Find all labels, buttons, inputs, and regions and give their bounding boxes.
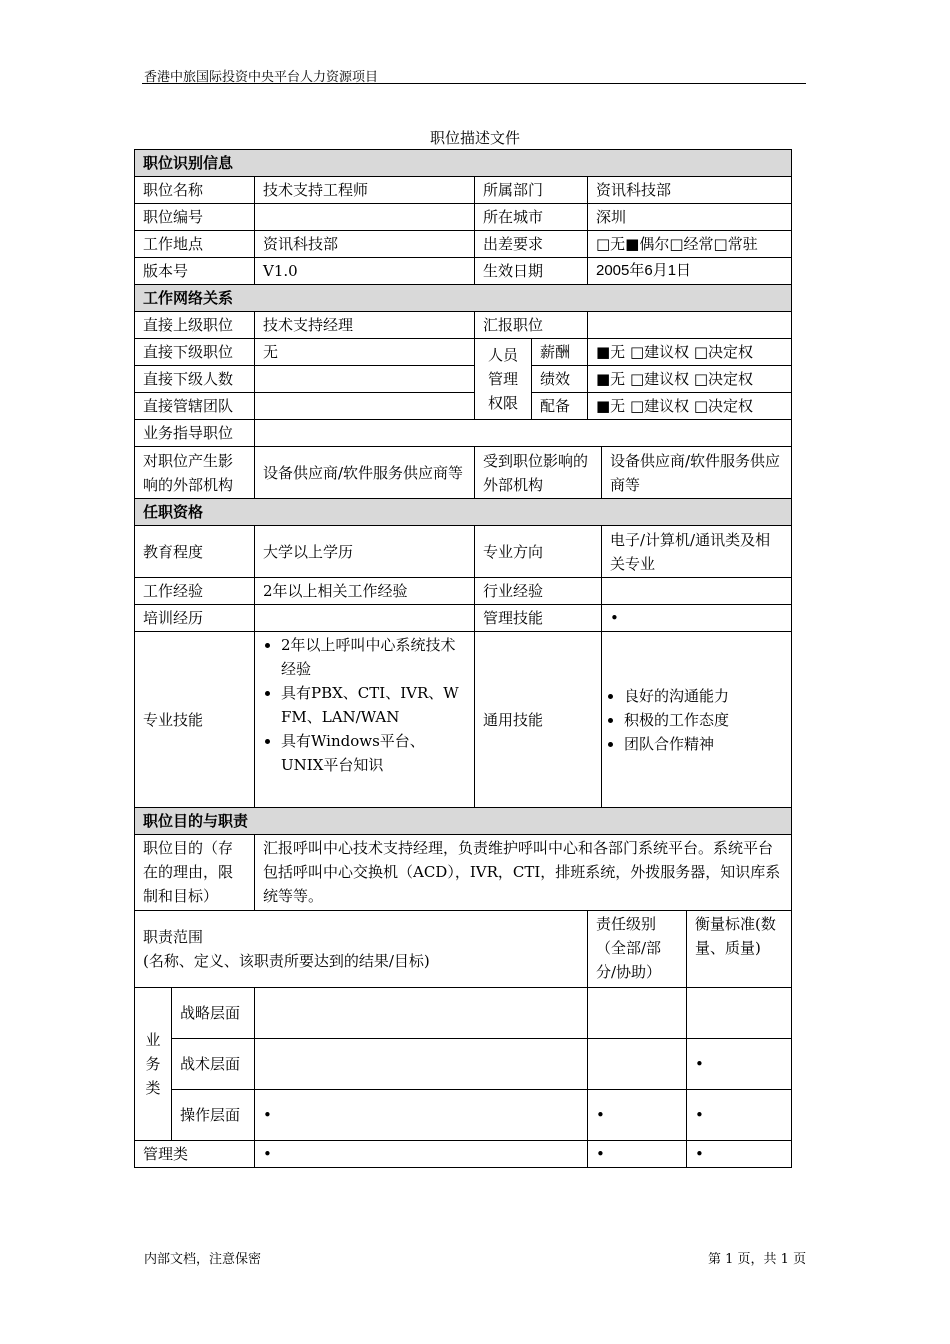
direct-subordinate-count-value <box>255 366 475 393</box>
authority-value-salary: ■无 □建议权 □决定权 <box>588 339 792 366</box>
position-code-label: 职位编号 <box>135 204 255 231</box>
management-category-label: 管理类 <box>135 1141 255 1168</box>
general-skill-list <box>602 632 792 808</box>
training-label: 培训经历 <box>135 605 255 632</box>
affects-external-label: 对职位产生影响的外部机构 <box>135 447 255 499</box>
industry-experience-value <box>602 578 792 605</box>
industry-experience-label: 行业经验 <box>475 578 602 605</box>
work-location-value: 资讯科技部 <box>255 231 475 258</box>
managed-team-label: 直接管辖团队 <box>135 393 255 420</box>
scope-title: 职责范围 <box>143 928 204 946</box>
direct-superior-label: 直接上级职位 <box>135 312 255 339</box>
direct-subordinate-count-label: 直接下级人数 <box>135 366 255 393</box>
direct-subordinate-label: 直接下级职位 <box>135 339 255 366</box>
professional-skill-list <box>255 632 475 808</box>
authority-item-staffing: 配备 <box>532 393 588 420</box>
guidance-value <box>255 420 792 447</box>
effective-date-value: 2005年6月1日 <box>588 258 792 285</box>
authority-label-line: 管理 <box>487 370 518 388</box>
job-description-table <box>134 149 792 1168</box>
managed-team-value <box>255 393 475 420</box>
measure-management: • <box>687 1141 792 1168</box>
footer-page-number: 第 1 页，共 1 页 <box>708 1252 807 1267</box>
version-label: 版本号 <box>135 258 255 285</box>
city-label: 所在城市 <box>475 204 588 231</box>
authority-item-salary: 薪酬 <box>532 339 588 366</box>
experience-label: 工作经验 <box>135 578 255 605</box>
measure-tactical: • <box>687 1039 792 1090</box>
measure-operational: • <box>687 1090 792 1141</box>
layer-label-operational: 操作层面 <box>172 1090 255 1141</box>
affected-external-label: 受到职位影响的外部机构 <box>475 447 602 499</box>
experience-value: 2年以上相关工作经验 <box>255 578 475 605</box>
section-qualification-title: 任职资格 <box>135 499 792 526</box>
authority-value-staffing: ■无 □建议权 □决定权 <box>588 393 792 420</box>
travel-label: 出差要求 <box>475 231 588 258</box>
department-label: 所属部门 <box>475 177 588 204</box>
business-label-char: 业 <box>145 1031 161 1049</box>
responsibility-level-header: 责任级别（全部/部分/协助） <box>588 911 687 988</box>
professional-skill-label: 专业技能 <box>135 632 255 808</box>
management-skill-label: 管理技能 <box>475 605 602 632</box>
travel-value: □无■偶尔□经常□常驻 <box>588 231 792 258</box>
level-management: • <box>588 1141 687 1168</box>
general-skill-item: • 积极的工作态度 <box>624 708 783 732</box>
major-value: 电子/计算机/通讯类及相关专业 <box>602 526 792 578</box>
business-category-label <box>135 988 172 1141</box>
affected-external-value: 设备供应商/软件服务供应商等 <box>602 447 792 499</box>
layer-label-strategic: 战略层面 <box>172 988 255 1039</box>
authority-label-line: 人员 <box>487 346 518 364</box>
section-identification-title: 职位识别信息 <box>135 150 792 177</box>
section-purpose-title: 职位目的与职责 <box>135 808 792 835</box>
general-skill-label: 通用技能 <box>475 632 602 808</box>
position-name-value: 技术支持工程师 <box>255 177 475 204</box>
level-tactical <box>588 1039 687 1090</box>
measure-header: 衡量标准(数量、质量) <box>687 911 792 988</box>
level-strategic <box>588 988 687 1039</box>
version-value: V1.0 <box>255 258 475 285</box>
position-name-label: 职位名称 <box>135 177 255 204</box>
header-divider <box>142 83 806 84</box>
direct-subordinate-value: 无 <box>255 339 475 366</box>
education-value: 大学以上学历 <box>255 526 475 578</box>
professional-skill-item: • 具有PBX、CTI、IVR、WFM、LAN/WAN <box>281 681 466 729</box>
work-location-label: 工作地点 <box>135 231 255 258</box>
guidance-label: 业务指导职位 <box>135 420 255 447</box>
purpose-label: 职位目的（存在的理由，限制和目标） <box>135 835 255 911</box>
business-label-char: 类 <box>145 1079 161 1097</box>
level-operational: • <box>588 1090 687 1141</box>
authority-value-performance: ■无 □建议权 □决定权 <box>588 366 792 393</box>
scope-subtitle: (名称、定义、该职责所要达到的结果/目标) <box>143 952 430 970</box>
education-label: 教育程度 <box>135 526 255 578</box>
training-value <box>255 605 475 632</box>
header-project-title: 香港中旅国际投资中央平台人力资源项目 <box>144 70 379 85</box>
authority-label <box>475 339 532 420</box>
duty-tactical <box>255 1039 588 1090</box>
effective-date-label: 生效日期 <box>475 258 588 285</box>
affects-external-value: 设备供应商/软件服务供应商等 <box>255 447 475 499</box>
authority-label-line: 权限 <box>487 394 518 412</box>
purpose-value: 汇报呼叫中心技术支持经理，负责维护呼叫中心和各部门系统平台。系统平台包括呼叫中心交换机（ACD），IVR，CTI，排班系统，外拨服务器，知识库系统等等。 <box>255 835 792 911</box>
report-value <box>588 312 792 339</box>
position-code-value <box>255 204 475 231</box>
direct-superior-value: 技术支持经理 <box>255 312 475 339</box>
duty-management: • <box>255 1141 588 1168</box>
scope-header <box>135 911 588 988</box>
general-skill-item: • 良好的沟通能力 <box>624 684 783 708</box>
document-title: 职位描述文件 <box>429 129 520 147</box>
city-value: 深圳 <box>588 204 792 231</box>
measure-strategic <box>687 988 792 1039</box>
major-label: 专业方向 <box>475 526 602 578</box>
report-label: 汇报职位 <box>475 312 588 339</box>
management-skill-value: • <box>602 605 792 632</box>
duty-strategic <box>255 988 588 1039</box>
section-network-title: 工作网络关系 <box>135 285 792 312</box>
duty-operational: • <box>255 1090 588 1141</box>
general-skill-item: • 团队合作精神 <box>624 732 783 756</box>
business-label-char: 务 <box>145 1055 161 1073</box>
authority-item-performance: 绩效 <box>532 366 588 393</box>
footer-confidential: 内部文档，注意保密 <box>144 1252 262 1267</box>
layer-label-tactical: 战术层面 <box>172 1039 255 1090</box>
professional-skill-item: • 2年以上呼叫中心系统技术经验 <box>281 633 466 681</box>
department-value: 资讯科技部 <box>588 177 792 204</box>
professional-skill-item: • 具有Windows平台、UNIX平台知识 <box>281 729 466 777</box>
